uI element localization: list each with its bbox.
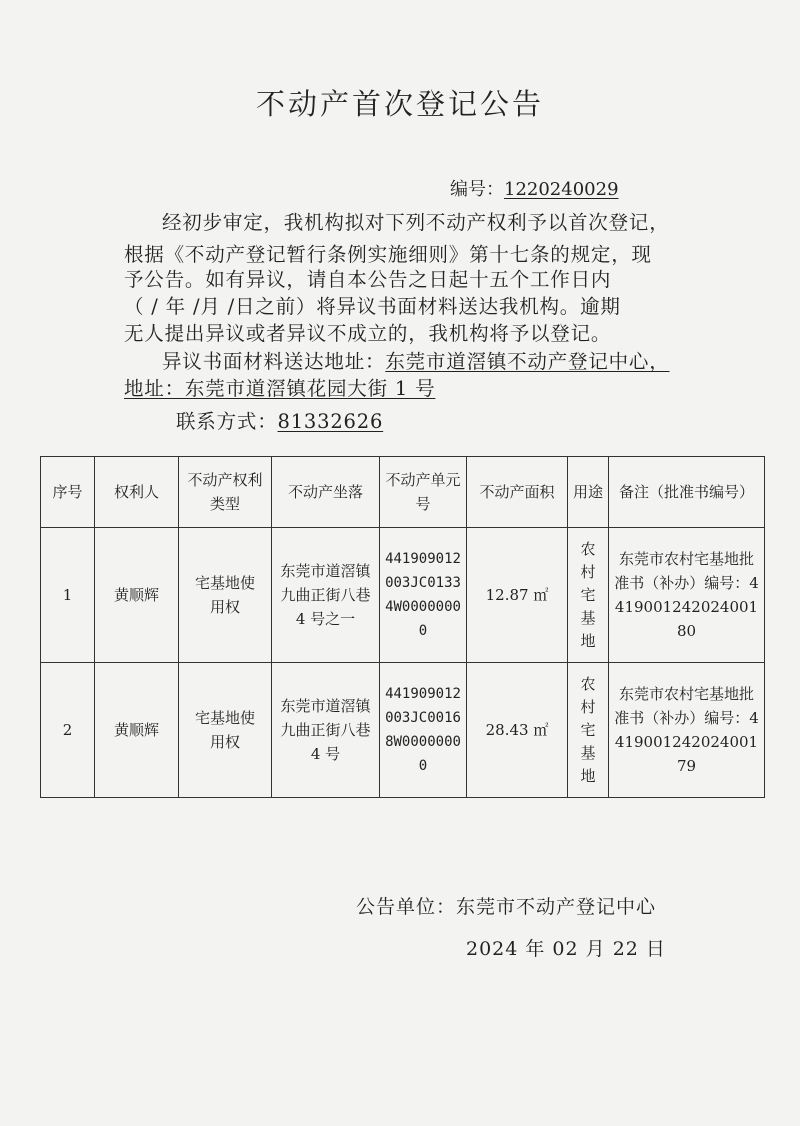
cell-use	[568, 663, 609, 798]
contact-label: 联系方式：	[176, 410, 278, 433]
header-location: 不动产坐落	[272, 457, 380, 528]
cell-location: 东莞市道滘镇九曲正街八巷 4 号之一	[272, 528, 380, 663]
cell-area: 28.43 ㎡	[467, 663, 568, 798]
cell-location: 东莞市道滘镇九曲正街八巷 4 号	[272, 663, 380, 798]
table-header-row	[41, 457, 765, 528]
date-line: 2024 年 02 月 22 日	[466, 938, 666, 960]
address-value: 东莞市道滘镇不动产登记中心，	[385, 350, 670, 373]
cell-seq: 2	[41, 663, 95, 798]
header-seq: 序号	[41, 457, 95, 528]
table-row	[41, 528, 765, 663]
body-line: 根据《不动产登记暂行条例实施细则》第十七条的规定，现	[124, 243, 652, 266]
contact-value: 81332626	[277, 410, 384, 433]
cell-note: 东莞市农村宅基地批准书（补办）编号：441900124202400180	[609, 528, 765, 663]
number-label: 编号：	[450, 179, 504, 200]
property-table	[40, 456, 765, 798]
body-line: 无人提出异议或者异议不成立的，我机构将予以登记。	[124, 322, 612, 345]
body-line: （ / 年 /月 /日之前）将异议书面材料送达我机构。逾期	[124, 295, 621, 318]
address-line	[162, 346, 670, 374]
number-value: 1220240029	[504, 179, 619, 200]
header-use: 用途	[568, 457, 609, 528]
contact-line	[176, 406, 383, 434]
header-area: 不动产面积	[467, 457, 568, 528]
cell-right-type: 宅基地使用权	[179, 663, 272, 798]
issuer-line: 公告单位：东莞市不动产登记中心	[356, 896, 657, 918]
cell-seq: 1	[41, 528, 95, 663]
cell-owner: 黄顺辉	[95, 663, 179, 798]
body-line: 予公告。如有异议，请自本公告之日起十五个工作日内	[124, 268, 612, 291]
cell-unit-no: 441909012003JC00168W00000000	[380, 663, 467, 798]
header-unit-no: 不动产单元号	[380, 457, 467, 528]
header-note: 备注（批准书编号）	[609, 457, 765, 528]
use-text: 农村宅基地	[580, 539, 596, 650]
cell-unit-no: 441909012003JC01334W00000000	[380, 528, 467, 663]
body-line: 经初步审定，我机构拟对下列不动产权利予以首次登记，	[162, 211, 670, 234]
cell-area: 12.87 ㎡	[467, 528, 568, 663]
cell-use	[568, 528, 609, 663]
header-right-type: 不动产权利类型	[179, 457, 272, 528]
page-title: 不动产首次登记公告	[255, 87, 544, 121]
use-text: 农村宅基地	[580, 674, 596, 785]
header-owner: 权利人	[95, 457, 179, 528]
address-line-2: 地址：东莞市道滘镇花园大街 1 号	[124, 377, 436, 400]
table-row	[41, 663, 765, 798]
cell-owner: 黄顺辉	[95, 528, 179, 663]
address-label: 异议书面材料送达地址：	[162, 350, 386, 373]
announcement-number	[450, 175, 619, 201]
cell-note: 东莞市农村宅基地批准书（补办）编号：441900124202400179	[609, 663, 765, 798]
cell-right-type: 宅基地使用权	[179, 528, 272, 663]
